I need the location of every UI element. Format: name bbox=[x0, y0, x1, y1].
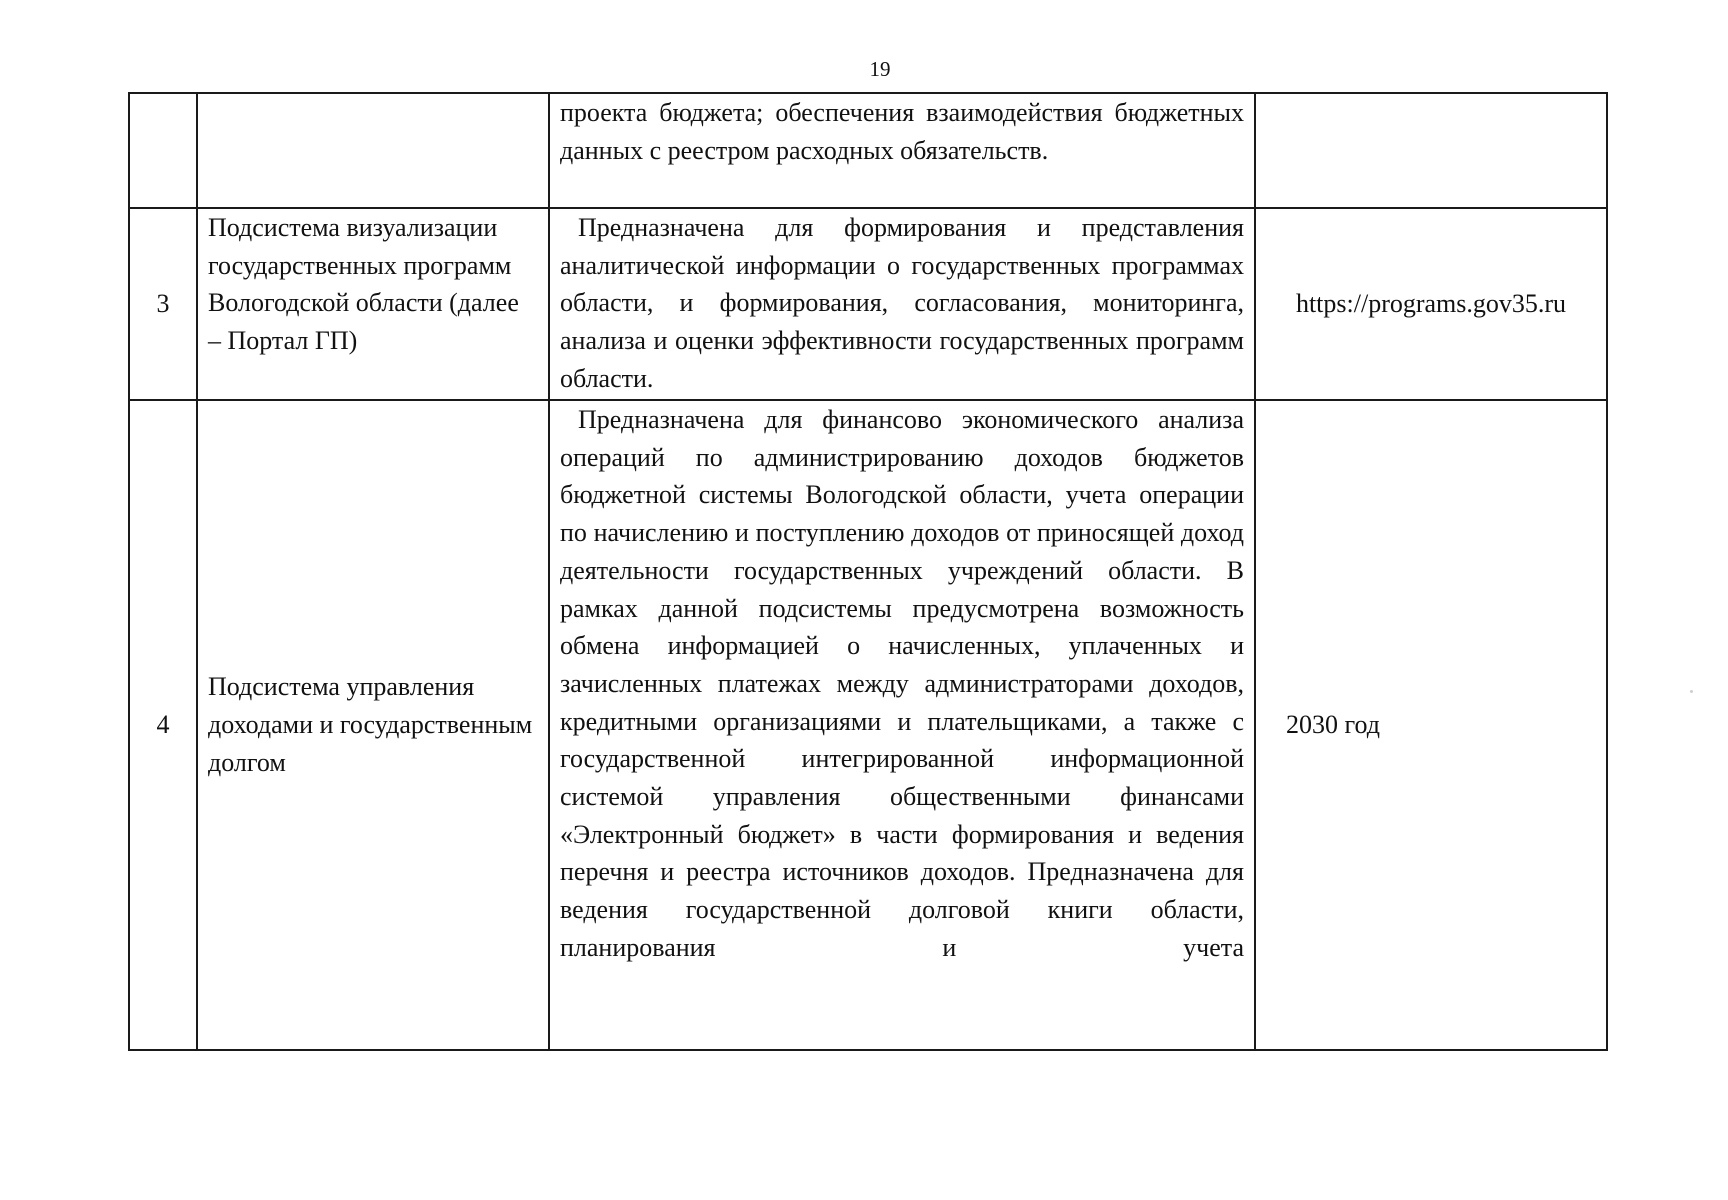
subsystem-name-cell bbox=[197, 93, 549, 208]
systems-table bbox=[128, 92, 1608, 1051]
table-row bbox=[129, 400, 1607, 1050]
description-cell: проекта бюджета; обеспечения взаимодействия бюджетных данных с реестром расходных обязательств. bbox=[549, 93, 1255, 208]
subsystem-name-cell: Подсистема визуализации государственных программ Вологодской области (далее – Портал ГП) bbox=[197, 208, 549, 400]
description-cell bbox=[549, 400, 1255, 1050]
description-text: Предназначена для формирования и представления аналитической информации о государственных программах области, и формирования, согласования, мониторинга, анализа и оценки эффективности государственных программ области. bbox=[560, 213, 1244, 393]
extra-cell bbox=[1255, 93, 1607, 208]
deadline-cell: 2030 год bbox=[1255, 400, 1607, 1050]
description-cell bbox=[549, 208, 1255, 400]
row-number-cell: 4 bbox=[129, 400, 197, 1050]
subsystem-name-cell: Подсистема управления доходами и государственным долгом bbox=[197, 400, 549, 1050]
table-row bbox=[129, 93, 1607, 208]
row-number-cell bbox=[129, 93, 197, 208]
row-number-cell: 3 bbox=[129, 208, 197, 400]
table-row bbox=[129, 208, 1607, 400]
page-number: 19 bbox=[869, 57, 891, 81]
scan-artifact bbox=[1690, 690, 1693, 693]
portal-url-cell: https://programs.gov35.ru bbox=[1255, 208, 1607, 400]
description-text: Предназначена для финансово экономического анализа операций по администрированию доходов бюджетов бюджетной системы Вологодской области, учета операции по начислению и поступлению доходов от приносящей доход деятельности государственных учреждений области. В рамках данной подсистемы предусмотрена возможность обмена информацией о начисленных, уплаченных и зачисленных платежах между администраторами доходов, кредитными организациями и плательщиками, а также с государственной интегрированной информационной системой управления общественными финансами «Электронный бюджет» в части формирования и ведения перечня и реестра источников доходов. Предназначена для ведения государственной долговой книги области, планирования и учета bbox=[560, 405, 1244, 962]
